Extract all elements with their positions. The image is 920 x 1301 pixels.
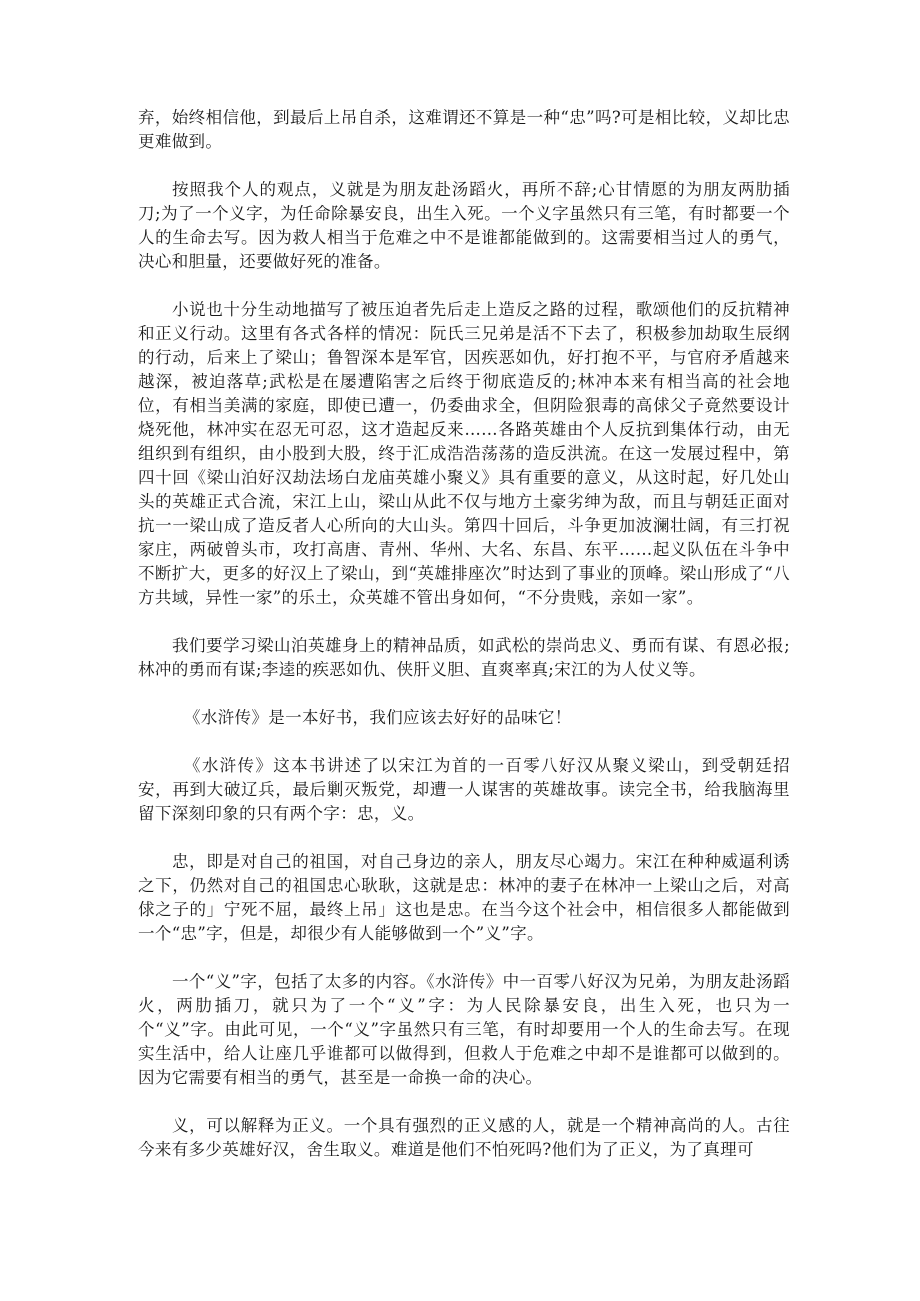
paragraph-1: 弃，始终相信他，到最后上吊自杀，这难谓还不算是一种“忠”吗?可是相比较，义却比忠更难做到。 [138, 108, 790, 151]
paragraph-4: 我们要学习梁山泊英雄身上的精神品质，如武松的崇尚忠义、勇而有谋、有恩必报;林冲的勇而有谋;李逵的疾恶如仇、侠肝义胆、直爽率真;宋江的为人仗义等。 [138, 636, 790, 679]
paragraph-2: 按照我个人的观点，义就是为朋友赴汤蹈火，再所不辞;心甘情愿的为朋友两肋插刀;为了一个义字，为任命除暴安良，出生入死。一个义字虽然只有三笔，有时都要一个人的生命去写。因为救人相当于危难之中不是谁都能做到的。这需要相当过人的勇气，决心和胆量，还要做好死的准备。 [138, 180, 790, 271]
paragraph-9: 义，可以解释为正义。一个具有强烈的正义感的人，就是一个精神高尚的人。古往今来有多少英雄好汉，舍生取义。难道是他们不怕死吗?他们为了正义，为了真理可 [138, 1116, 790, 1159]
paragraph-8: 一个“义”字，包括了太多的内容。《水浒传》中一百零八好汉为兄弟，为朋友赴汤蹈火，两肋插刀，就只为了一个“义”字：为人民除暴安良，出生入死，也只为一个“义”字。由此可见，一个“义”字虽然只有三笔，有时却要用一个人的生命去写。在现实生活中，给人让座几乎谁都可以做得到，但救人于危难之中却不是谁都可以做到的。因为它需要有相当的勇气，甚至是一命换一命的决心。 [138, 972, 790, 1087]
paragraph-5: 《水浒传》是一本好书，我们应该去好好的品味它！ [184, 708, 572, 727]
paragraph-spacer [138, 682, 790, 706]
paragraph-3: 小说也十分生动地描写了被压迫者先后走上造反之路的过程，歌颂他们的反抗精神和正义行动。这里有各式各样的情况：阮氏三兄弟是活不下去了，积极参加劫取生辰纲的行动，后来上了梁山；鲁智深本是军官，因疾恶如仇，好打抱不平，与官府矛盾越来越深，被迫落草;武松是在屡遭陷害之后终于彻底造反的;林冲本来有相当高的社会地位，有相当美满的家庭，即使已遭一，仍委曲求全，但阴险狠毒的高俅父子竟然要设计烧死他，林冲实在忍无可忍，这才造起反来……各路英雄由个人反抗到集体行动，由无组织到有组织，由小股到大股，终于汇成浩浩荡荡的造反洪流。在这一发展过程中，第四十回《梁山泊好汉劫法场白龙庙英雄小聚义》具有重要的意义，从这时起，好几处山头的英雄正式合流，宋江上山，梁山从此不仅与地方土豪劣绅为敌，而且与朝廷正面对抗一一梁山成了造反者人心所向的大山头。第四十回后，斗争更加波澜壮阔，有三打祝家庄，两破曾头市，攻打高唐、青州、华州、大名、东昌、东平……起义队伍在斗争中不断扩大，更多的好汉上了梁山，到“英雄排座次”时达到了事业的顶峰。梁山形成了“八方共域，异性一家”的乐土，众英雄不管出身如何，“不分贵贱，亲如一家”。 [138, 300, 790, 607]
document-page [138, 106, 790, 1162]
paragraph-spacer [138, 274, 790, 298]
paragraph-spacer [138, 826, 790, 850]
paragraph-spacer [138, 610, 790, 634]
paragraph-spacer [138, 154, 790, 178]
paragraph-spacer [138, 1090, 790, 1114]
paragraph-spacer [138, 946, 790, 970]
paragraph-spacer [138, 730, 790, 754]
paragraph-7: 忠，即是对自己的祖国，对自己身边的亲人，朋友尽心竭力。宋江在种种威逼利诱之下，仍然对自己的祖国忠心耿耿，这就是忠：林冲的妻子在林冲一上梁山之后，对高俅之子的」宁死不屈，最终上吊」这也是忠。在当今这个社会中，相信很多人都能做到一个“忠”字，但是，却很少有人能够做到一个”义”字。 [138, 852, 790, 943]
paragraph-6: 《水浒传》这本书讲述了以宋江为首的一百零八好汉从聚义梁山，到受朝廷招安，再到大破辽兵，最后剿灭叛党，却遭一人谋害的英雄故事。读完全书，给我脑海里留下深刻印象的只有两个字：忠，义。 [138, 756, 790, 823]
